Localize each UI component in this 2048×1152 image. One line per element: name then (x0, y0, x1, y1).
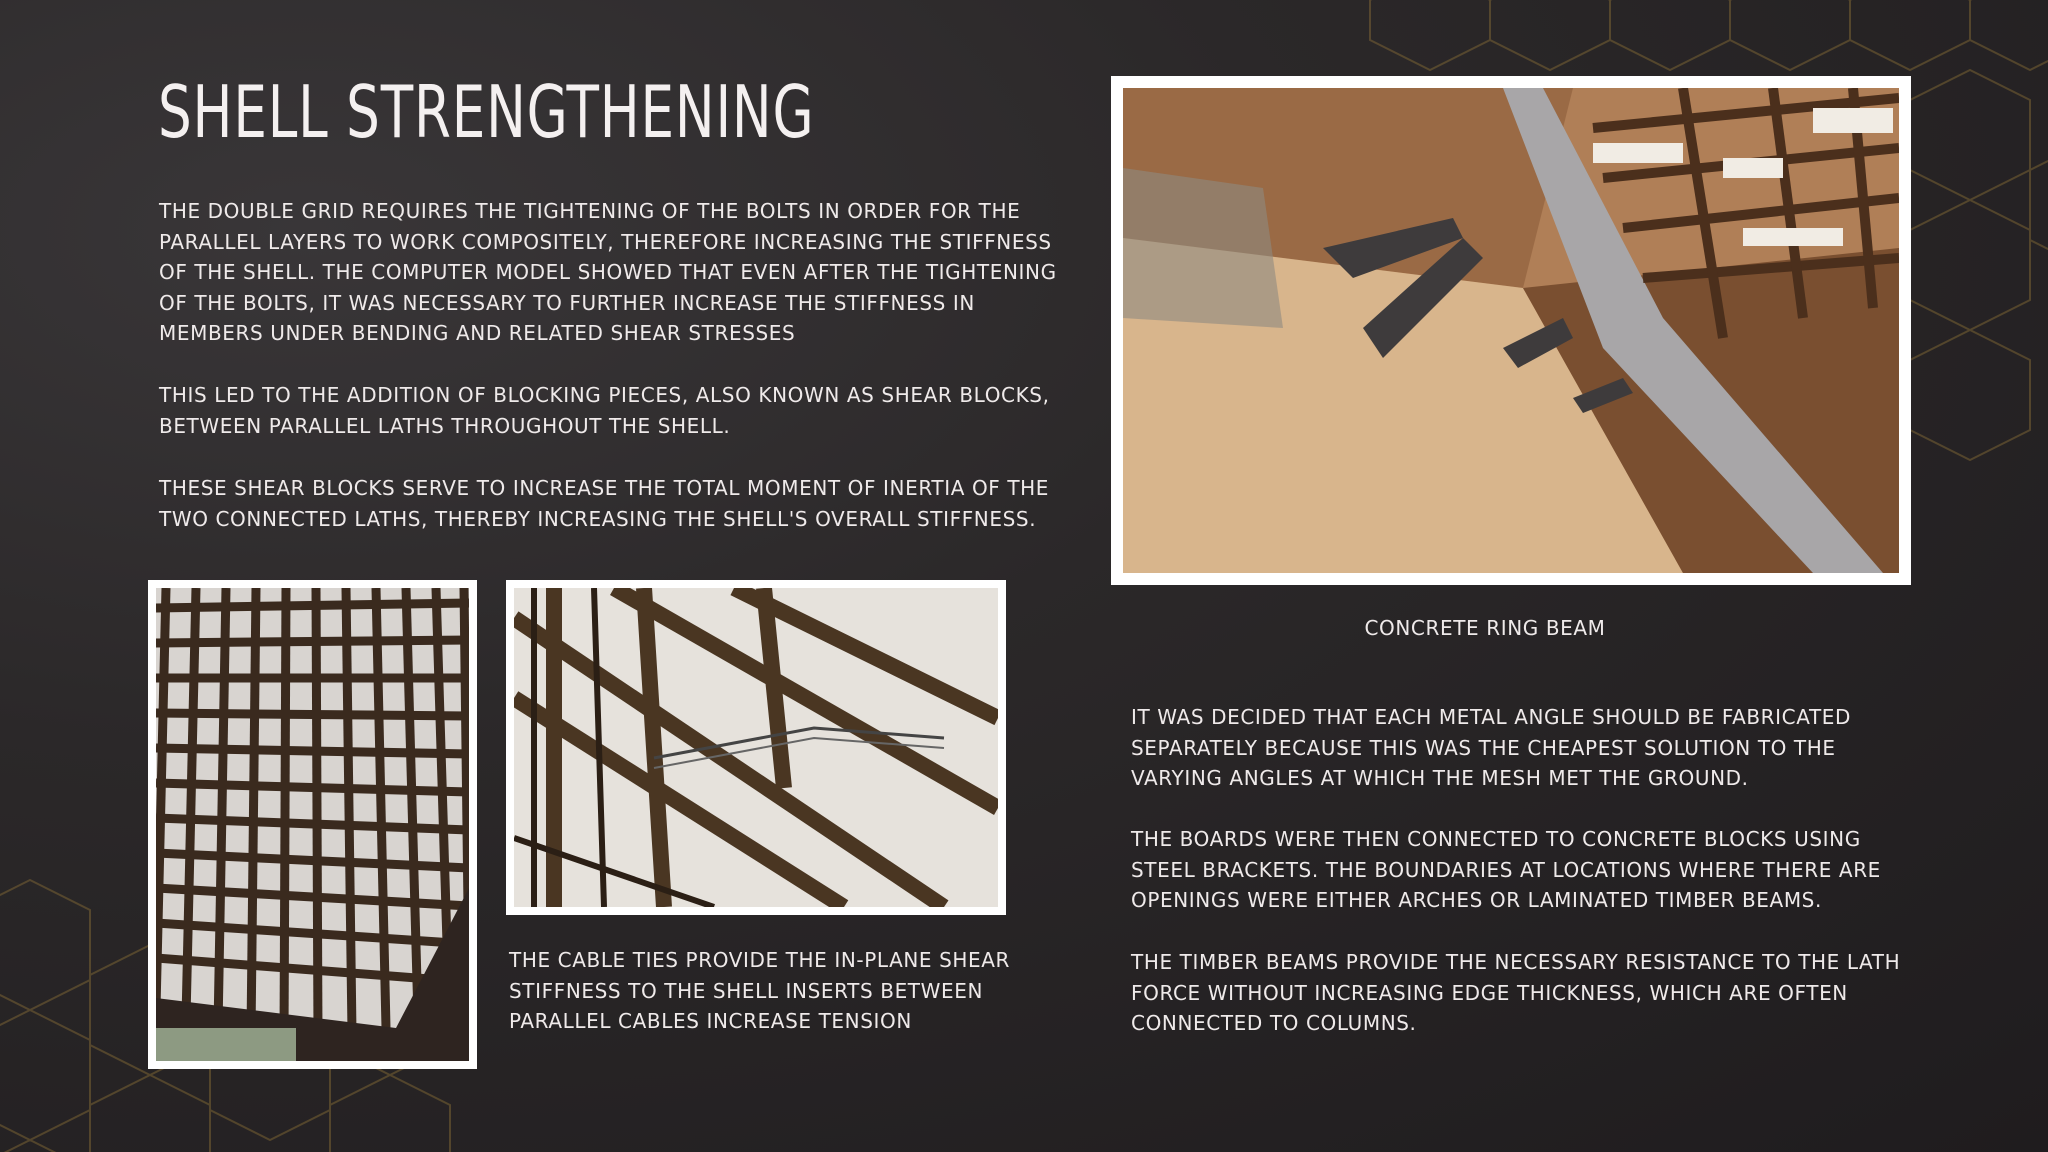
intro-paragraph-1: THE DOUBLE GRID REQUIRES THE TIGHTENING OF THE BOLTS IN ORDER FOR THE PARALLEL LAYERS TO WORK COMPOSITELY, THEREFORE INCREASING THE STIFFNESS OF THE SHELL. THE COMPUTER MODEL SHOWED THAT EVEN AFTER THE TIGHTENING OF THE BOLTS, IT WAS NECESSARY TO FURTHER INCREASE THE STIFFNESS IN MEMBERS UNDER BENDING AND RELATED SHEAR STRESSES (159, 199, 1057, 345)
cable-ties-caption: THE CABLE TIES PROVIDE THE IN-PLANE SHEAR STIFFNESS TO THE SHELL INSERTS BETWEEN PARALLEL CABLES INCREASE TENSION (509, 948, 1011, 1033)
intro-paragraph-3: THESE SHEAR BLOCKS SERVE TO INCREASE THE TOTAL MOMENT OF INERTIA OF THE TWO CONNECTED LATHS, THEREBY INCREASING THE SHELL'S OVERALL STIFFNESS. (159, 476, 1050, 531)
cable-ties-photo (506, 580, 1006, 915)
grid-shell-photo (148, 580, 477, 1069)
slide-title: SHELL STRENGTHENING (158, 70, 815, 154)
ring-beam-paragraph-3: THE TIMBER BEAMS PROVIDE THE NECESSARY RESISTANCE TO THE LATH FORCE WITHOUT INCREASING EDGE THICKNESS, WHICH ARE OFTEN CONNECTED TO COLUMNS. (1131, 950, 1901, 1035)
ring-beam-paragraph-1: IT WAS DECIDED THAT EACH METAL ANGLE SHOULD BE FABRICATED SEPARATELY BECAUSE THIS WAS THE CHEAPEST SOLUTION TO THE VARYING ANGLES AT WHICH THE MESH MET THE GROUND. (1131, 705, 1852, 790)
intro-paragraph-2: THIS LED TO THE ADDITION OF BLOCKING PIECES, ALSO KNOWN AS SHEAR BLOCKS, BETWEEN PARALLEL LATHS THROUGHOUT THE SHELL. (159, 383, 1050, 438)
ring-beam-photo (1111, 76, 1911, 585)
ring-beam-caption: CONCRETE RING BEAM (1364, 616, 1606, 640)
ring-beam-paragraph-2: THE BOARDS WERE THEN CONNECTED TO CONCRETE BLOCKS USING STEEL BRACKETS. THE BOUNDARIES AT LOCATIONS WHERE THERE ARE OPENINGS WERE EITHER ARCHES OR LAMINATED TIMBER BEAMS. (1131, 827, 1881, 912)
